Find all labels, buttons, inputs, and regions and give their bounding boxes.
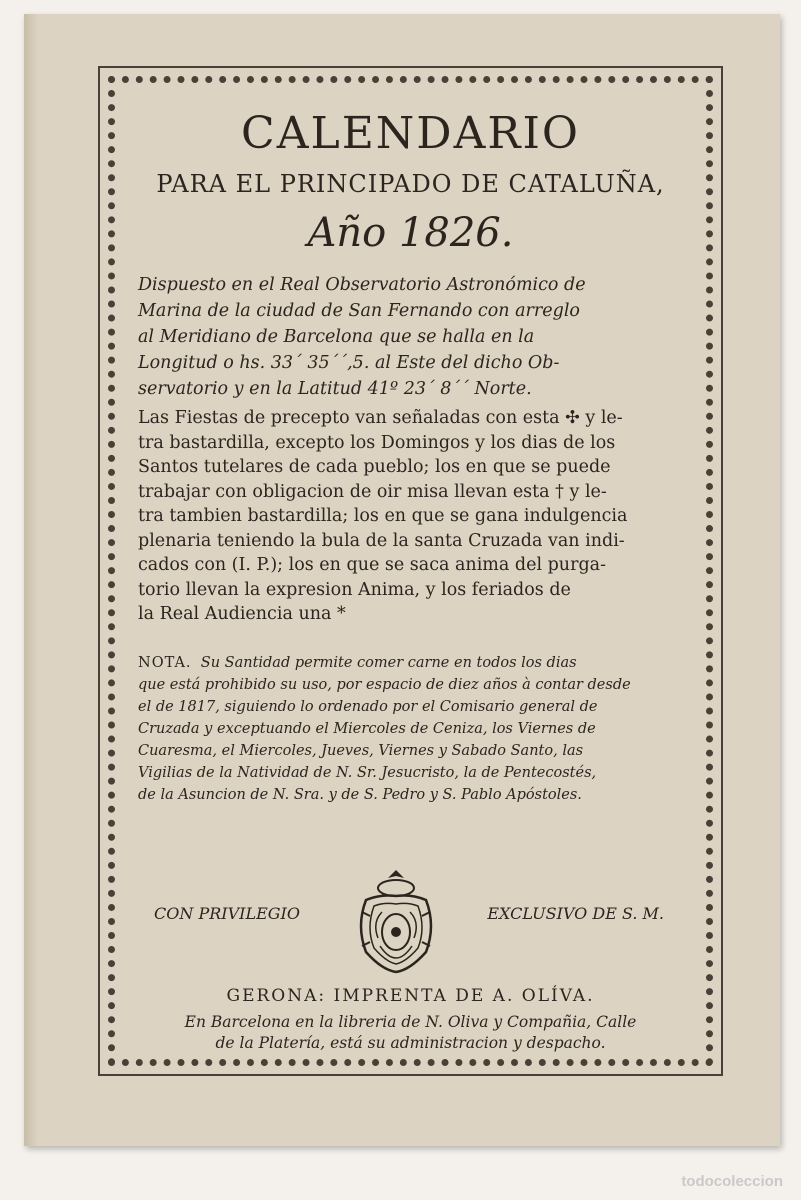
intro-line: Marina de la ciudad de San Fernando con arreglo: [138, 301, 580, 321]
document-year: Año 1826.: [307, 210, 514, 256]
intro-line: Dispuesto en el Real Observatorio Astronómico de: [138, 275, 586, 295]
nota-line: que está prohibido su uso, por espacio de diez años à contar desde: [138, 677, 631, 693]
document-subtitle: PARA EL PRINCIPADO DE CATALUÑA,: [156, 170, 665, 198]
fiestas-paragraph: [138, 406, 686, 627]
intro-line: servatorio y en la Latitud 41º 23´ 8´´ Norte.: [138, 379, 532, 399]
address-paragraph: [134, 1012, 687, 1054]
intro-paragraph: [138, 272, 686, 402]
fiestas-line: Las Fiestas de precepto van señaladas con esta ✣ y le-: [138, 408, 623, 428]
address-line: de la Platería, está su administracion y despacho.: [215, 1034, 606, 1052]
nota-line: Su Santidad permite comer carne en todos los dias: [200, 655, 577, 671]
intro-line: Longitud o hs. 33´ 35´´,5. al Este del dicho Ob-: [138, 353, 560, 373]
content-area: [134, 102, 687, 1052]
watermark-text: todocoleccion: [681, 1173, 783, 1190]
document-title: CALENDARIO: [241, 108, 580, 159]
fiestas-line: tra bastardilla, excepto los Domingos y los dias de los: [138, 432, 616, 453]
privilege-row: [154, 866, 674, 976]
fiestas-line: cados con (I. P.); los en que se saca anima del purga-: [138, 555, 606, 575]
address-line: En Barcelona en la libreria de N. Oliva y Compañia, Calle: [184, 1013, 637, 1031]
fiestas-line: la Real Audiencia una *: [138, 604, 346, 624]
page-spine-shadow: [24, 14, 38, 1146]
nota-first-line: [138, 652, 686, 674]
royal-seal-icon: [352, 866, 440, 976]
privilege-right-text: EXCLUSIVO DE S. M.: [487, 904, 664, 923]
fiestas-line: Santos tutelares de cada pueblo; los en que se puede: [138, 457, 611, 477]
nota-line: Cruzada y exceptuando el Miercoles de Ceniza, los Viernes de: [138, 721, 596, 737]
fiestas-line: plenaria teniendo la bula de la santa Cruzada van indi-: [138, 530, 625, 551]
fiestas-line: tra tambien bastardilla; los en que se gana indulgencia: [138, 506, 628, 526]
intro-line: al Meridiano de Barcelona que se halla en la: [138, 327, 535, 347]
fiestas-line: torio llevan la expresion Anima, y los feriados de: [138, 579, 571, 600]
nota-line: Vigilias de la Natividad de N. Sr. Jesucristo, la de Pentecostés,: [138, 765, 597, 781]
nota-line: el de 1817, siguiendo lo ordenado por el Comisario general de: [138, 699, 598, 715]
nota-line: Cuaresma, el Miercoles, Jueves, Viernes y Sabado Santo, las: [138, 743, 584, 759]
nota-label: NOTA.: [138, 655, 192, 671]
privilege-left-text: CON PRIVILEGIO: [154, 904, 300, 923]
fiestas-line: trabajar con obligacion de oir misa llevan esta † y le-: [138, 481, 607, 502]
printer-line: GERONA: IMPRENTA DE A. OLÍVA.: [226, 986, 595, 1006]
nota-paragraph: [138, 652, 686, 806]
nota-line: de la Asuncion de N. Sra. y de S. Pedro y S. Pablo Apóstoles.: [138, 787, 582, 803]
